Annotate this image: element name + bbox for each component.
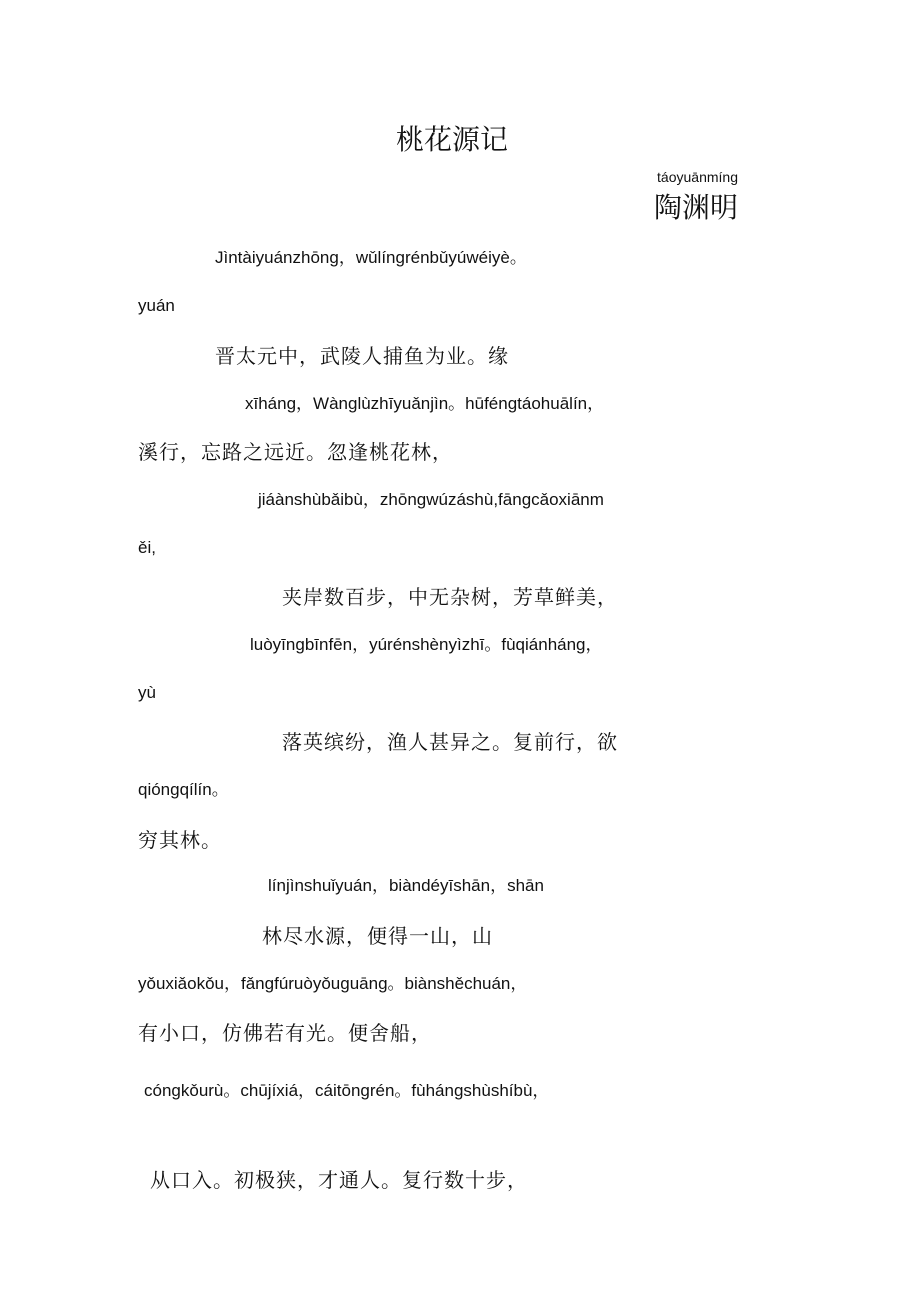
pinyin-line: xīháng，Wànglùzhīyuǎnjìn。hūféngtáohuālín，: [245, 394, 605, 413]
text-line: 穷其林。: [138, 828, 222, 852]
pinyin-line: luòyīngbīnfēn，yúrénshènyìzhī。fùqiánháng，: [250, 635, 603, 654]
pinyin-line: yù: [138, 683, 156, 702]
text-line: 林尽水源，便得一山，山: [262, 924, 493, 948]
author-pinyin: táoyuānmíng: [657, 169, 738, 185]
pinyin-line: ěi,: [138, 538, 156, 557]
pinyin-line: Jìntàiyuánzhōng，wǔlíngrénbǔyúwéiyè。: [215, 248, 527, 267]
pinyin-line: yǒuxiǎokǒu，fǎngfúruòyǒuguāng。biànshěchuán，: [138, 974, 528, 993]
pinyin-line: yuán: [138, 296, 175, 315]
text-line: 从口入。初极狭，才通人。复行数十步，: [150, 1168, 528, 1192]
text-line: 落英缤纷，渔人甚异之。复前行，欲: [282, 730, 618, 754]
text-line: 晋太元中，武陵人捕鱼为业。缘: [215, 344, 509, 368]
pinyin-line: cóngkǒurù。chūjíxiá，cáitōngrén。fùhángshùshíbù，: [144, 1081, 550, 1100]
document-title: 桃花源记: [395, 123, 508, 156]
text-line: 夹岸数百步，中无杂树，芳草鲜美，: [282, 585, 618, 609]
text-line: 溪行，忘路之远近。忽逢桃花林，: [138, 440, 453, 464]
pinyin-line: qióngqílín。: [138, 780, 229, 799]
pinyin-line: jiáànshùbǎibù，zhōngwúzáshù,fāngcǎoxiānm: [258, 490, 604, 509]
author-name: 陶渊明: [653, 191, 738, 224]
text-line: 有小口，仿佛若有光。便舍船，: [138, 1021, 432, 1045]
pinyin-line: línjìnshuǐyuán，biàndéyīshān，shān: [268, 876, 544, 895]
